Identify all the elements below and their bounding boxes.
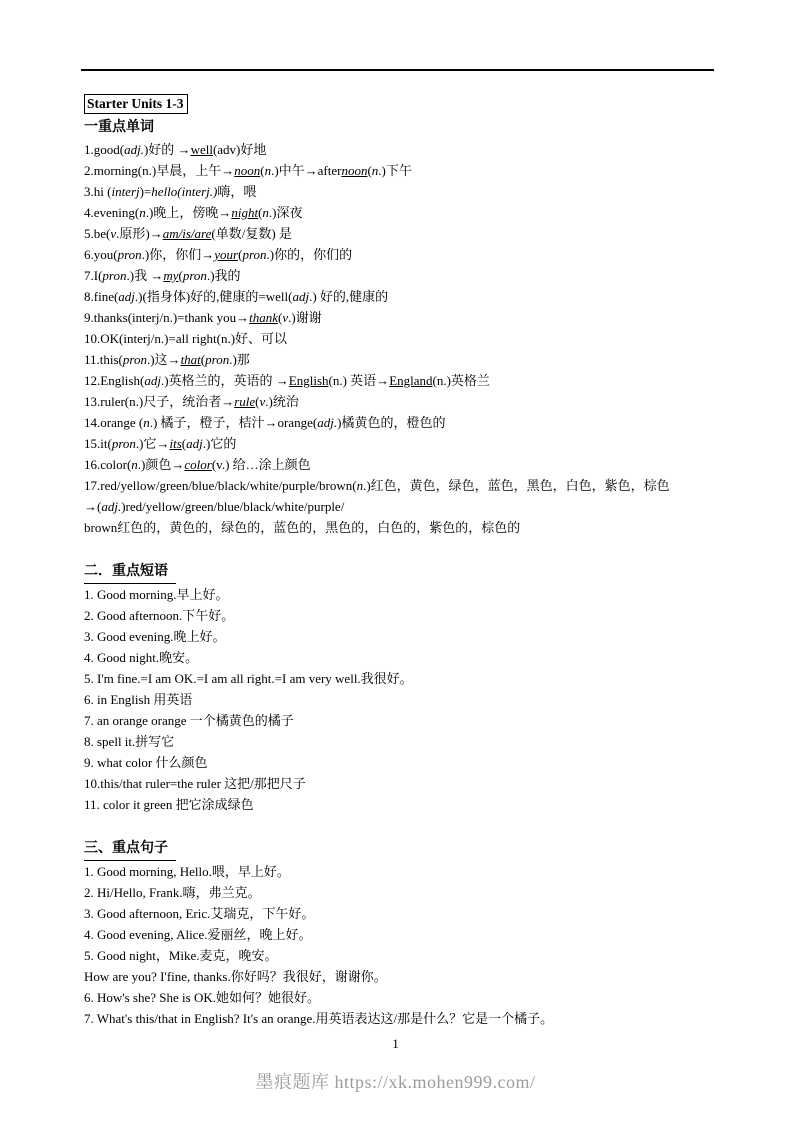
text-line: 9.thanks(interj/n.)=thank you→thank(v.)谢谢 [84, 310, 322, 325]
text-line: 3. Good evening.晚上好。 [84, 629, 226, 644]
text-line: How are you? I'fine, thanks.你好吗？我很好，谢谢你。 [84, 969, 387, 984]
text-line: brown红色的，黄色的，绿色的，蓝色的，黑色的，白色的，紫色的，棕色的 [84, 520, 521, 535]
text-line: 1. Good morning.早上好。 [84, 587, 229, 602]
section-body [84, 861, 717, 1029]
text-line: 7.I(pron.)我 →my(pron.)我的 [84, 268, 241, 283]
text-line: 6.you(pron.)你，你们→your(pron.)你的，你们的 [84, 247, 353, 262]
text-line: 8.fine(adj.)(指身体)好的,健康的=well(adj.) 好的,健康的 [84, 289, 389, 304]
document-title: Starter Units 1-3 [84, 94, 188, 114]
text-line: 12.English(adj.)英格兰的，英语的 →English(n.) 英语→England(n.)英格兰 [84, 373, 490, 388]
text-line: 11.this(pron.)这→that(pron.)那 [84, 352, 250, 367]
text-line: 2. Good afternoon.下午好。 [84, 608, 235, 623]
text-line: 6. in English 用英语 [84, 692, 193, 707]
text-line: 11. color it green 把它涂成绿色 [84, 797, 254, 812]
text-line: 1. Good morning, Hello.喂，早上好。 [84, 864, 290, 879]
text-line: 2. Hi/Hello, Frank.嗨，弗兰克。 [84, 885, 261, 900]
text-line: 9. what color 什么颜色 [84, 755, 208, 770]
section-key-words [84, 117, 717, 538]
text-line: 5. Good night，Mike.麦克，晚安。 [84, 948, 278, 963]
section-heading: 二．重点短语 [84, 561, 176, 584]
text-line: 10.OK(interj/n.)=all right(n.)好、可以 [84, 331, 288, 346]
text-line: 3.hi (interj)=hello(interj.)嗨，喂 [84, 184, 257, 199]
text-line: 3. Good afternoon, Eric.艾瑞克，下午好。 [84, 906, 315, 921]
text-line: 4. Good evening, Alice.爱丽丝，晚上好。 [84, 927, 312, 942]
top-rule [81, 69, 714, 71]
text-line: 4. Good night.晚安。 [84, 650, 199, 665]
document-content [84, 94, 717, 1029]
text-line: 10.this/that ruler=the ruler 这把/那把尺子 [84, 776, 306, 791]
section-body [84, 139, 717, 538]
section-key-phrases [84, 561, 717, 815]
section-heading: 一重点单词 [84, 120, 154, 135]
text-line: 14.orange (n.) 橘子，橙子，桔汁→orange(adj.)橘黄色的，橙色的 [84, 415, 446, 430]
text-line: 5. I'm fine.=I am OK.=I am all right.=I am very well.我很好。 [84, 671, 413, 686]
text-line: 8. spell it.拼写它 [84, 734, 175, 749]
text-line: 17.red/yellow/green/blue/black/white/purple/brown(n.)红色，黄色，绿色，蓝色，黑色，白色，紫色，棕色 [84, 478, 670, 493]
section-heading: 三、重点句子 [84, 838, 176, 861]
section-key-sentences [84, 838, 717, 1029]
section-body [84, 584, 717, 815]
text-line: 7. What's this/that in English? It's an orange.用英语表达这/那是什么？它是一个橘子。 [84, 1011, 554, 1026]
text-line: 15.it(pron.)它→its(adj.)它的 [84, 436, 237, 451]
text-line: 2.morning(n.)早晨，上午→noon(n.)中午→afternoon(n.)下午 [84, 163, 412, 178]
watermark-footer: 墨痕题库 https://xk.mohen999.com/ [255, 1072, 536, 1092]
text-line: 7. an orange orange 一个橘黄色的橘子 [84, 713, 294, 728]
text-line: →(adj.)red/yellow/green/blue/black/white/purple/ [84, 499, 345, 514]
text-line: 1.good(adj.)好的 →well(adv)好地 [84, 142, 267, 157]
text-line: 5.be(v.原形)→am/is/are(单数/复数) 是 [84, 226, 292, 241]
text-line: 4.evening(n.)晚上，傍晚→night(n.)深夜 [84, 205, 303, 220]
text-line: 6. How's she? She is OK.她如何？她很好。 [84, 990, 320, 1005]
page-number: 1 [392, 1036, 399, 1051]
text-line: 13.ruler(n.)尺子，统治者→rule(v.)统治 [84, 394, 299, 409]
text-line: 16.color(n.)颜色→color(v.) 给…涂上颜色 [84, 457, 311, 472]
